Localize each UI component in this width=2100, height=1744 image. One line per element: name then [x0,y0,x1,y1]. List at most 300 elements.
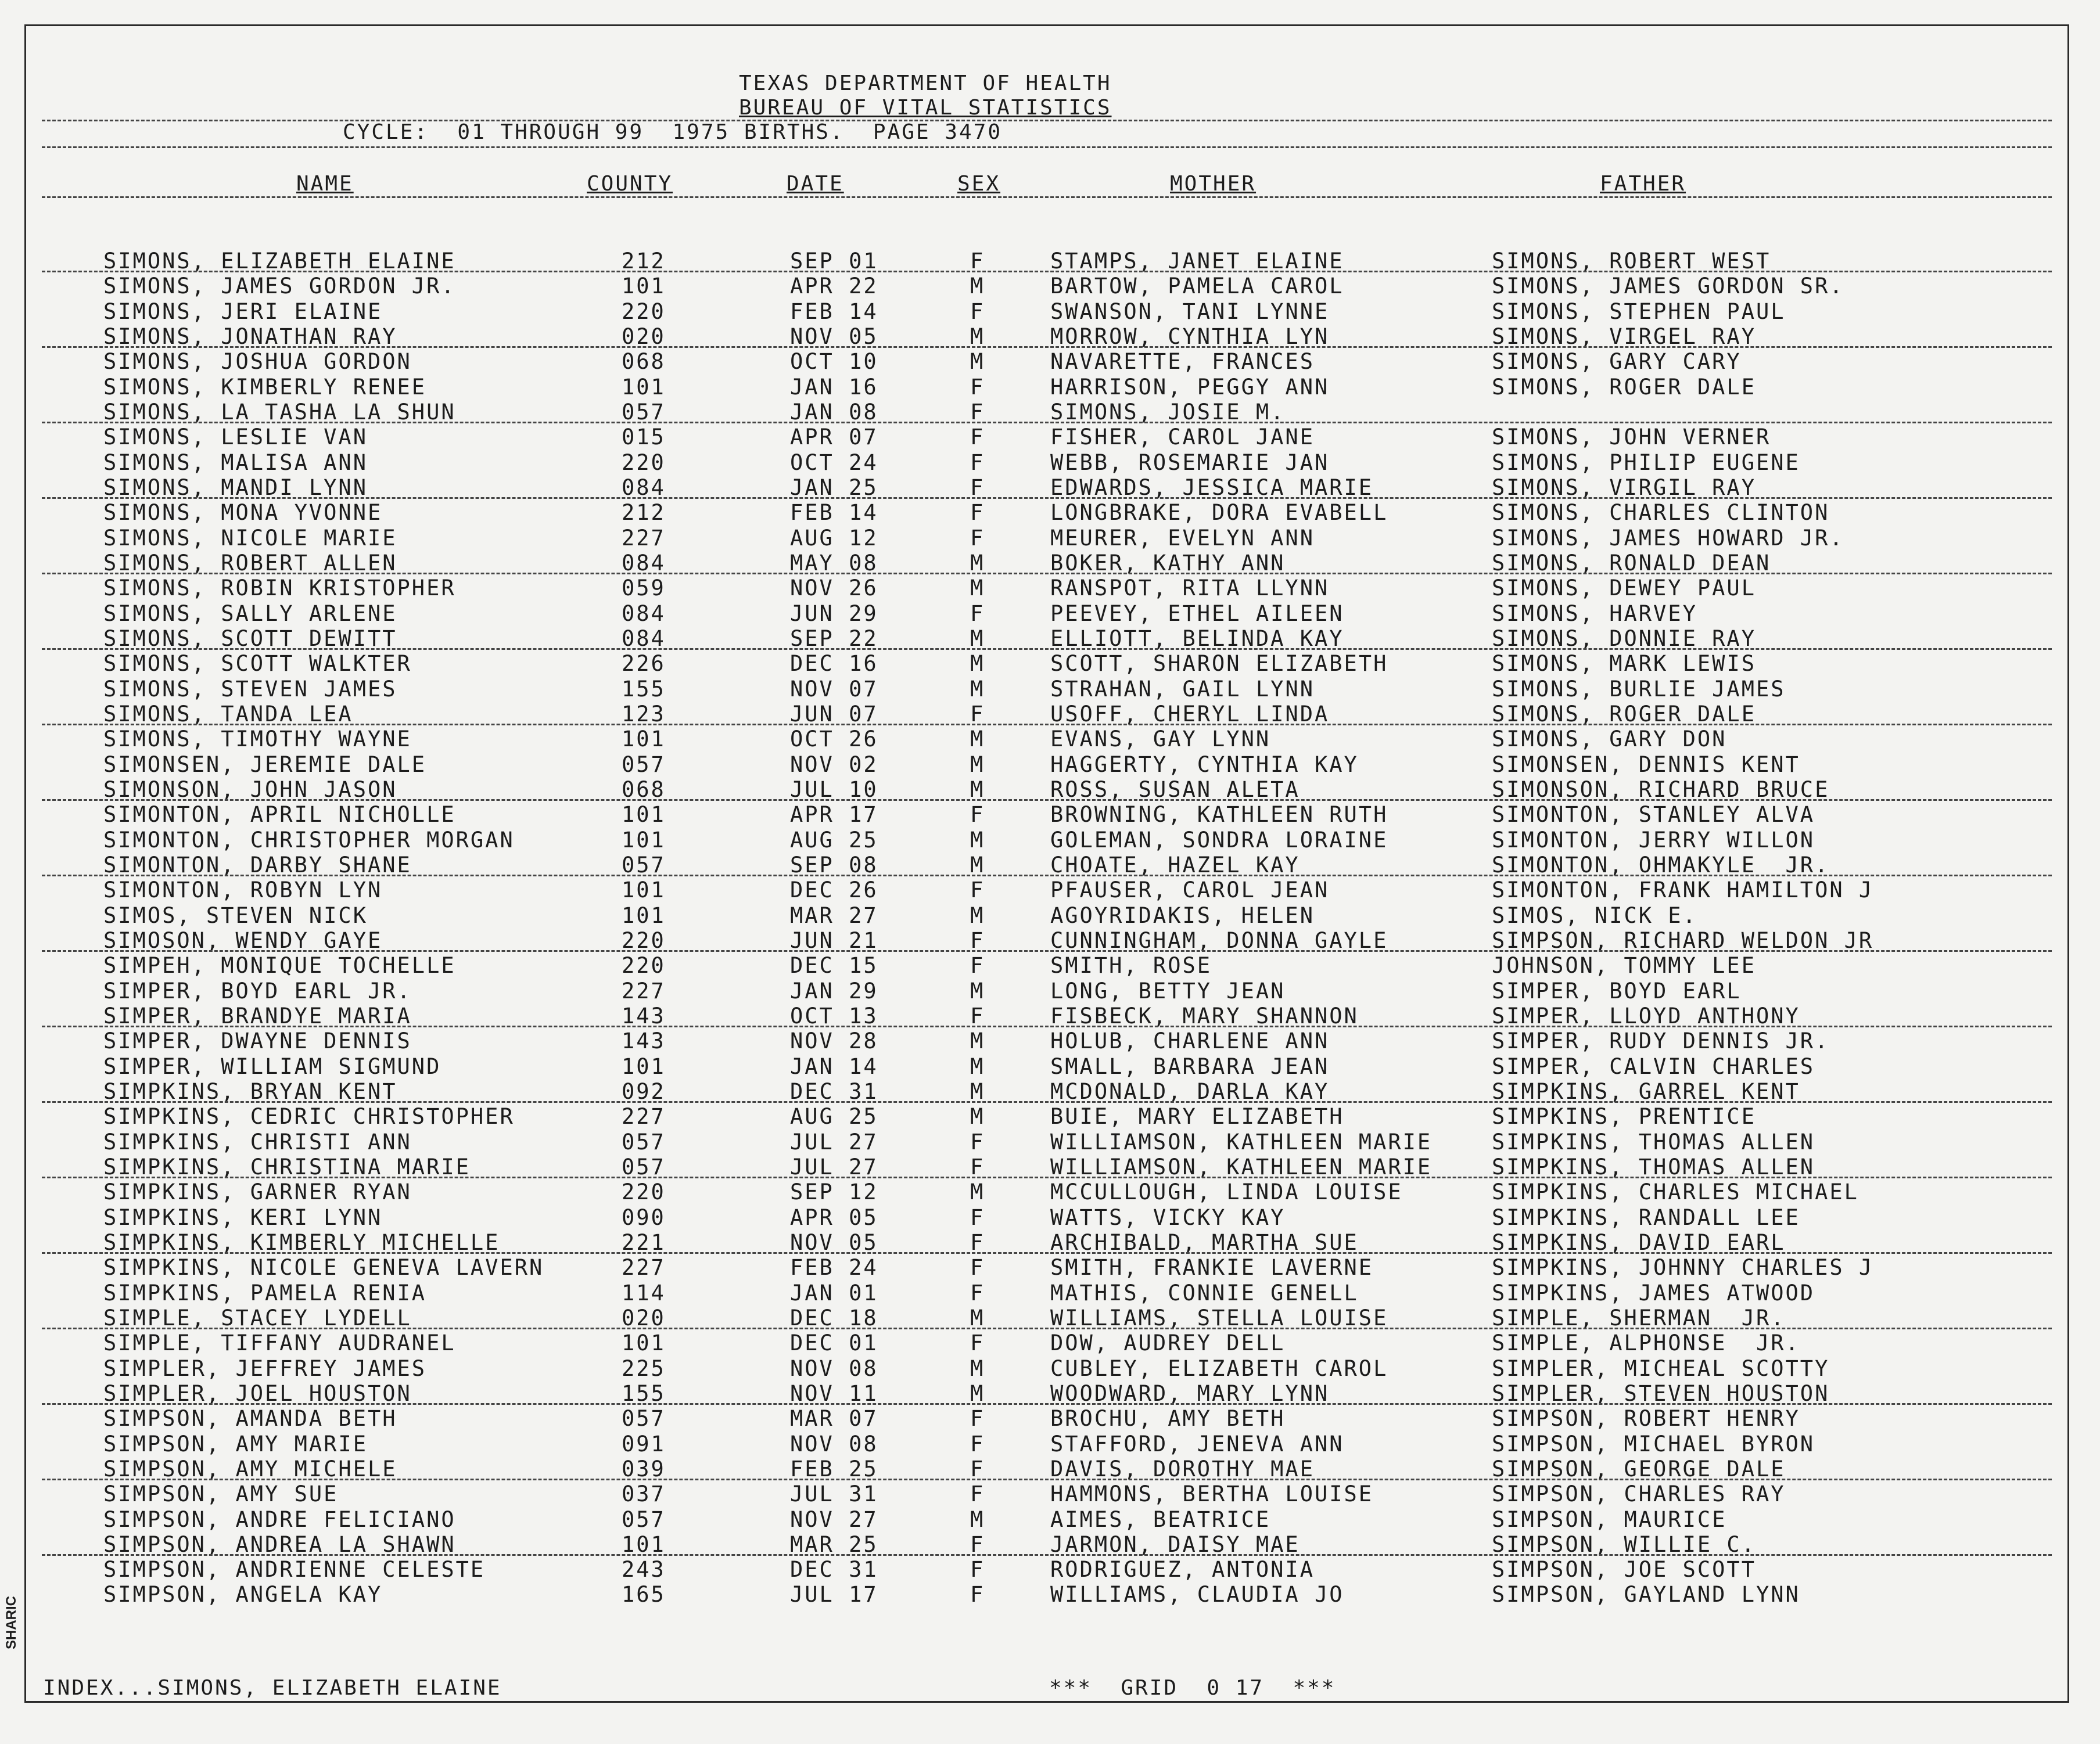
table-row [0,375,2100,400]
record-county: 059 [622,576,666,601]
table-row [0,1130,2100,1155]
record-father: SIMONTON, OHMAKYLE JR. [1492,852,1830,878]
record-county: 090 [622,1204,666,1230]
record-date: JAN 14 [790,1053,878,1079]
table-row [0,1306,2100,1331]
table-row [0,1532,2100,1557]
record-name: SIMPKINS, PAMELA RENIA [103,1280,427,1306]
table-row [0,576,2100,600]
record-date: FEB 25 [790,1456,878,1481]
record-county: 221 [622,1229,666,1255]
record-sex: F [970,474,985,500]
record-mother: HAMMONS, BERTHA LOUISE [1050,1481,1374,1507]
row-group-divider [42,271,2052,272]
table-row [0,828,2100,853]
record-date: MAY 08 [790,550,878,576]
record-date: SEP 08 [790,852,878,878]
record-name: SIMONTON, ROBYN LYN [103,878,383,903]
record-sex: F [970,1154,985,1180]
record-date: NOV 02 [790,751,878,777]
record-sex: F [970,953,985,979]
table-row [0,1180,2100,1204]
record-father: SIMPKINS, JAMES ATWOOD [1492,1280,1815,1306]
record-name: SIMONS, SCOTT DEWITT [103,625,397,651]
record-mother: AIMES, BEATRICE [1050,1506,1271,1532]
record-sex: M [970,776,985,802]
record-father: SIMPKINS, GARREL KENT [1492,1078,1800,1104]
record-county: 143 [622,1029,666,1054]
record-name: SIMONS, ROBERT ALLEN [103,550,397,576]
record-mother: BUIE, MARY ELIZABETH [1050,1104,1344,1130]
record-sex: F [970,1331,985,1356]
record-father: SIMONSEN, DENNIS KENT [1492,751,1800,777]
row-group-divider [42,346,2052,348]
record-date: JUL 10 [790,776,878,802]
record-sex: M [970,323,985,349]
record-sex: M [970,827,985,853]
record-sex: F [970,1204,985,1230]
record-name: SIMONS, JERI ELAINE [103,299,383,324]
column-header-father: FATHER [1600,172,1686,196]
record-county: 101 [622,374,666,400]
table-row [0,677,2100,702]
record-father: SIMONS, ROGER DALE [1492,374,1756,400]
record-sex: F [970,1582,985,1608]
record-father: SIMONS, GARY DON [1492,727,1727,752]
record-sex: M [970,902,985,928]
record-name: SIMONS, MANDI LYNN [103,474,368,500]
record-county: 068 [622,349,666,375]
record-name: SIMPKINS, BRYAN KENT [103,1078,397,1104]
record-father: SIMPSON, GEORGE DALE [1492,1456,1786,1481]
record-sex: M [970,576,985,601]
record-county: 091 [622,1431,666,1457]
table-row [0,752,2100,777]
table-row [0,626,2100,651]
table-row [0,1029,2100,1053]
record-county: 057 [622,1129,666,1155]
record-sex: F [970,1481,985,1507]
record-county: 212 [622,500,666,526]
record-date: NOV 05 [790,1229,878,1255]
record-county: 057 [622,1406,666,1432]
record-sex: F [970,249,985,274]
table-row [0,1356,2100,1381]
record-county: 227 [622,1104,666,1130]
record-mother: DAVIS, DOROTHY MAE [1050,1456,1315,1481]
record-sex: M [970,1078,985,1104]
header-cycle: CYCLE: 01 THROUGH 99 1975 BIRTHS. PAGE 3470 [343,120,1002,144]
record-father: SIMONS, ROBERT WEST [1492,249,1771,274]
header-bureau: BUREAU OF VITAL STATISTICS [739,96,1112,120]
record-sex: F [970,1406,985,1432]
record-mother: SWANSON, TANI LYNNE [1050,299,1330,324]
record-date: JAN 25 [790,474,878,500]
record-date: OCT 10 [790,349,878,375]
record-date: DEC 16 [790,651,878,677]
record-sex: F [970,1280,985,1306]
record-date: AUG 12 [790,525,878,551]
record-county: 057 [622,399,666,425]
record-name: SIMONS, JOSHUA GORDON [103,349,412,375]
record-county: 227 [622,978,666,1004]
record-mother: WOODWARD, MARY LYNN [1050,1380,1330,1406]
record-mother: STAMPS, JANET ELAINE [1050,249,1344,274]
record-mother: SCOTT, SHARON ELIZABETH [1050,651,1388,677]
record-county: 057 [622,1506,666,1532]
record-name: SIMONTON, DARBY SHANE [103,852,412,878]
record-sex: M [970,1180,985,1205]
record-father: SIMPLE, SHERMAN JR. [1492,1305,1786,1331]
record-date: APR 05 [790,1204,878,1230]
record-county: 084 [622,625,666,651]
record-sex: F [970,1456,985,1481]
record-name: SIMOSON, WENDY GAYE [103,927,383,953]
record-county: 143 [622,1003,666,1029]
row-group-divider [42,799,2052,801]
record-name: SIMPLE, STACEY LYDELL [103,1305,412,1331]
record-name: SIMONS, JONATHAN RAY [103,323,397,349]
record-father: SIMONS, CHARLES CLINTON [1492,500,1830,526]
record-date: NOV 11 [790,1380,878,1406]
record-sex: M [970,1029,985,1054]
record-mother: MCDONALD, DARLA KAY [1050,1078,1330,1104]
record-county: 084 [622,600,666,626]
record-mother: HARRISON, PEGGY ANN [1050,374,1330,400]
record-sex: F [970,450,985,475]
record-father: SIMPKINS, RANDALL LEE [1492,1204,1800,1230]
record-mother: BOKER, KATHY ANN [1050,550,1286,576]
record-mother: MCCULLOUGH, LINDA LOUISE [1050,1180,1403,1205]
record-name: SIMPER, BOYD EARL JR. [103,978,412,1004]
record-date: MAR 27 [790,902,878,928]
record-name: SIMONTON, APRIL NICHOLLE [103,802,456,828]
table-row [0,777,2100,802]
record-county: 092 [622,1078,666,1104]
table-row [0,1507,2100,1532]
record-name: SIMPKINS, CEDRIC CHRISTOPHER [103,1104,515,1130]
row-group-divider [42,648,2052,650]
record-name: SIMPKINS, GARNER RYAN [103,1180,412,1205]
record-date: AUG 25 [790,827,878,853]
record-county: 037 [622,1481,666,1507]
column-header-county: COUNTY [587,172,673,196]
table-row [0,1230,2100,1255]
table-row [0,324,2100,349]
table-row [0,853,2100,878]
record-name: SIMPLER, JEFFREY JAMES [103,1355,427,1381]
row-group-divider [42,1479,2052,1480]
column-header-name: NAME [296,172,354,196]
record-county: 101 [622,1531,666,1557]
record-mother: FISHER, CAROL JANE [1050,425,1315,450]
record-father: SIMONS, GARY CARY [1492,349,1742,375]
record-name: SIMONS, TANDA LEA [103,701,353,727]
record-county: 101 [622,1331,666,1356]
record-sex: M [970,1380,985,1406]
record-county: 084 [622,474,666,500]
sidebar-label: SHARIC [3,1595,19,1649]
record-county: 020 [622,323,666,349]
record-name: SIMPSON, AMY MARIE [103,1431,368,1457]
table-row [0,400,2100,425]
record-name: SIMONS, SCOTT WALKTER [103,651,412,677]
record-county: 015 [622,425,666,450]
record-father: SIMONS, DONNIE RAY [1492,625,1756,651]
row-group-divider [42,1252,2052,1254]
record-father: SIMONTON, JERRY WILLON [1492,827,1815,853]
record-name: SIMONSON, JOHN JASON [103,776,397,802]
record-father: SIMONS, JAMES HOWARD JR. [1492,525,1844,551]
table-row [0,1406,2100,1431]
header-department: TEXAS DEPARTMENT OF HEALTH [739,71,1112,95]
record-father: SIMONS, VIRGIL RAY [1492,474,1756,500]
record-name: SIMONS, TIMOTHY WAYNE [103,727,412,752]
record-county: 220 [622,953,666,979]
record-date: FEB 14 [790,299,878,324]
record-sex: F [970,1229,985,1255]
record-name: SIMONS, KIMBERLY RENEE [103,374,427,400]
record-county: 057 [622,852,666,878]
table-row [0,1281,2100,1306]
record-sex: M [970,274,985,299]
record-sex: M [970,651,985,677]
column-header-date: DATE [787,172,844,196]
record-father: SIMONS, VIRGEL RAY [1492,323,1756,349]
record-name: SIMPKINS, NICOLE GENEVA LAVERN [103,1255,544,1281]
record-mother: STAFFORD, JENEVA ANN [1050,1431,1344,1457]
record-father: SIMONSON, RICHARD BRUCE [1492,776,1830,802]
record-sex: F [970,1431,985,1457]
record-father: SIMONTON, STANLEY ALVA [1492,802,1815,828]
record-name: SIMPSON, AMY SUE [103,1481,339,1507]
row-group-divider [42,497,2052,499]
record-name: SIMONS, MALISA ANN [103,450,368,475]
record-sex: M [970,852,985,878]
record-sex: M [970,550,985,576]
record-date: APR 07 [790,425,878,450]
record-father: SIMONTON, FRANK HAMILTON J [1492,878,1874,903]
record-date: DEC 26 [790,878,878,903]
record-mother: NAVARETTE, FRANCES [1050,349,1315,375]
record-father: SIMPER, RUDY DENNIS JR. [1492,1029,1830,1054]
record-sex: F [970,1557,985,1583]
column-header-mother: MOTHER [1170,172,1257,196]
record-father: SIMONS, BURLIE JAMES [1492,676,1786,702]
record-county: 226 [622,651,666,677]
record-sex: F [970,374,985,400]
record-sex: F [970,399,985,425]
record-sex: F [970,299,985,324]
record-mother: BROWNING, KATHLEEN RUTH [1050,802,1388,828]
record-father: SIMPER, BOYD EARL [1492,978,1742,1004]
row-group-divider [42,1328,2052,1329]
record-name: SIMPLER, JOEL HOUSTON [103,1380,412,1406]
table-row [0,903,2100,928]
record-sex: M [970,349,985,375]
record-county: 101 [622,1053,666,1079]
record-mother: BROCHU, AMY BETH [1050,1406,1286,1432]
record-county: 227 [622,1255,666,1281]
record-date: NOV 08 [790,1431,878,1457]
record-county: 020 [622,1305,666,1331]
row-group-divider [42,1403,2052,1405]
record-mother: SIMONS, JOSIE M. [1050,399,1286,425]
record-mother: WILLIAMSON, KATHLEEN MARIE [1050,1129,1433,1155]
record-mother: FISBECK, MARY SHANNON [1050,1003,1359,1029]
record-name: SIMPSON, ANDRIENNE CELESTE [103,1557,486,1583]
record-county: 227 [622,525,666,551]
row-group-divider [42,1026,2052,1027]
table-row [0,1481,2100,1506]
record-county: 039 [622,1456,666,1481]
record-county: 155 [622,676,666,702]
record-date: JUN 29 [790,600,878,626]
record-date: NOV 27 [790,1506,878,1532]
record-mother: MEURER, EVELYN ANN [1050,525,1315,551]
record-date: JAN 01 [790,1280,878,1306]
record-father: SIMPSON, CHARLES RAY [1492,1481,1786,1507]
record-date: MAR 07 [790,1406,878,1432]
record-name: SIMONS, ROBIN KRISTOPHER [103,576,456,601]
record-name: SIMPSON, ANGELA KAY [103,1582,383,1608]
record-date: FEB 24 [790,1255,878,1281]
table-row [0,1331,2100,1355]
record-mother: BARTOW, PAMELA CAROL [1050,274,1344,299]
record-sex: F [970,1129,985,1155]
table-row [0,928,2100,953]
record-father: SIMPER, LLOYD ANTHONY [1492,1003,1800,1029]
record-father: SIMPLER, STEVEN HOUSTON [1492,1380,1830,1406]
record-name: SIMPKINS, KIMBERLY MICHELLE [103,1229,500,1255]
record-sex: M [970,727,985,752]
record-name: SIMONS, ELIZABETH ELAINE [103,249,456,274]
record-sex: F [970,600,985,626]
record-mother: AGOYRIDAKIS, HELEN [1050,902,1315,928]
record-date: DEC 18 [790,1305,878,1331]
table-row [0,299,2100,324]
record-sex: M [970,978,985,1004]
record-date: JUL 27 [790,1129,878,1155]
record-date: AUG 25 [790,1104,878,1130]
record-date: FEB 14 [790,500,878,526]
record-name: SIMPKINS, CHRISTINA MARIE [103,1154,471,1180]
row-group-divider [42,875,2052,876]
record-name: SIMPER, BRANDYE MARIA [103,1003,412,1029]
record-county: 220 [622,299,666,324]
record-mother: MATHIS, CONNIE GENELL [1050,1280,1359,1306]
table-row [0,349,2100,374]
record-father: SIMPSON, JOE SCOTT [1492,1557,1756,1583]
record-sex: F [970,927,985,953]
column-header-divider [42,196,2052,198]
record-mother: WILLIAMSON, KATHLEEN MARIE [1050,1154,1433,1180]
record-date: SEP 12 [790,1180,878,1205]
row-group-divider [42,1554,2052,1556]
record-father: SIMONS, RONALD DEAN [1492,550,1771,576]
table-row [0,702,2100,727]
table-row [0,1054,2100,1079]
record-date: MAR 25 [790,1531,878,1557]
record-date: JUL 17 [790,1582,878,1608]
record-county: 084 [622,550,666,576]
record-father: SIMONS, PHILIP EUGENE [1492,450,1800,475]
record-county: 101 [622,274,666,299]
record-father: SIMPSON, MICHAEL BYRON [1492,1431,1815,1457]
table-row [0,1155,2100,1180]
table-row [0,500,2100,525]
record-father: SIMPKINS, JOHNNY CHARLES J [1492,1255,1874,1281]
table-row [0,953,2100,978]
table-row [0,1255,2100,1280]
record-name: SIMPER, WILLIAM SIGMUND [103,1053,441,1079]
record-name: SIMONS, JAMES GORDON JR. [103,274,456,299]
record-date: JUN 21 [790,927,878,953]
table-row [0,526,2100,551]
record-date: JUL 27 [790,1154,878,1180]
record-date: NOV 28 [790,1029,878,1054]
record-mother: MORROW, CYNTHIA LYN [1050,323,1330,349]
table-row [0,1432,2100,1457]
row-group-divider [42,1177,2052,1178]
record-mother: SMALL, BARBARA JEAN [1050,1053,1330,1079]
record-mother: WILLIAMS, CLAUDIA JO [1050,1582,1344,1608]
record-sex: M [970,1506,985,1532]
record-county: 068 [622,776,666,802]
record-name: SIMONS, STEVEN JAMES [103,676,397,702]
record-sex: F [970,1003,985,1029]
table-row [0,1557,2100,1582]
table-row [0,651,2100,676]
record-name: SIMPSON, AMANDA BETH [103,1406,397,1432]
record-father: SIMPSON, MAURICE [1492,1506,1727,1532]
table-row [0,475,2100,500]
table-row [0,1381,2100,1406]
table-row [0,1457,2100,1481]
record-county: 225 [622,1355,666,1381]
column-header-sex: SEX [957,172,1001,196]
record-mother: HOLUB, CHARLENE ANN [1050,1029,1330,1054]
table-row [0,802,2100,827]
record-father: SIMPLER, MICHEAL SCOTTY [1492,1355,1830,1381]
footer-grid: *** GRID 0 17 *** [1049,1676,1336,1700]
record-name: SIMONS, LESLIE VAN [103,425,368,450]
record-county: 101 [622,902,666,928]
record-date: OCT 26 [790,727,878,752]
record-father: SIMPER, CALVIN CHARLES [1492,1053,1815,1079]
record-date: OCT 24 [790,450,878,475]
record-mother: RODRIGUEZ, ANTONIA [1050,1557,1315,1583]
record-date: NOV 26 [790,576,878,601]
record-county: 101 [622,727,666,752]
record-sex: F [970,500,985,526]
record-sex: M [970,751,985,777]
record-name: SIMPKINS, CHRISTI ANN [103,1129,412,1155]
record-name: SIMONS, NICOLE MARIE [103,525,397,551]
record-father: SIMONS, DEWEY PAUL [1492,576,1756,601]
record-date: JUN 07 [790,701,878,727]
record-sex: M [970,1305,985,1331]
record-mother: GOLEMAN, SONDRA LORAINE [1050,827,1388,853]
record-mother: RANSPOT, RITA LLYNN [1050,576,1330,601]
record-name: SIMPER, DWAYNE DENNIS [103,1029,412,1054]
record-county: 057 [622,1154,666,1180]
record-father: SIMONS, ROGER DALE [1492,701,1756,727]
record-name: SIMPSON, ANDREA LA SHAWN [103,1531,456,1557]
record-father: SIMONS, HARVEY [1492,600,1697,626]
record-county: 101 [622,878,666,903]
record-date: NOV 07 [790,676,878,702]
